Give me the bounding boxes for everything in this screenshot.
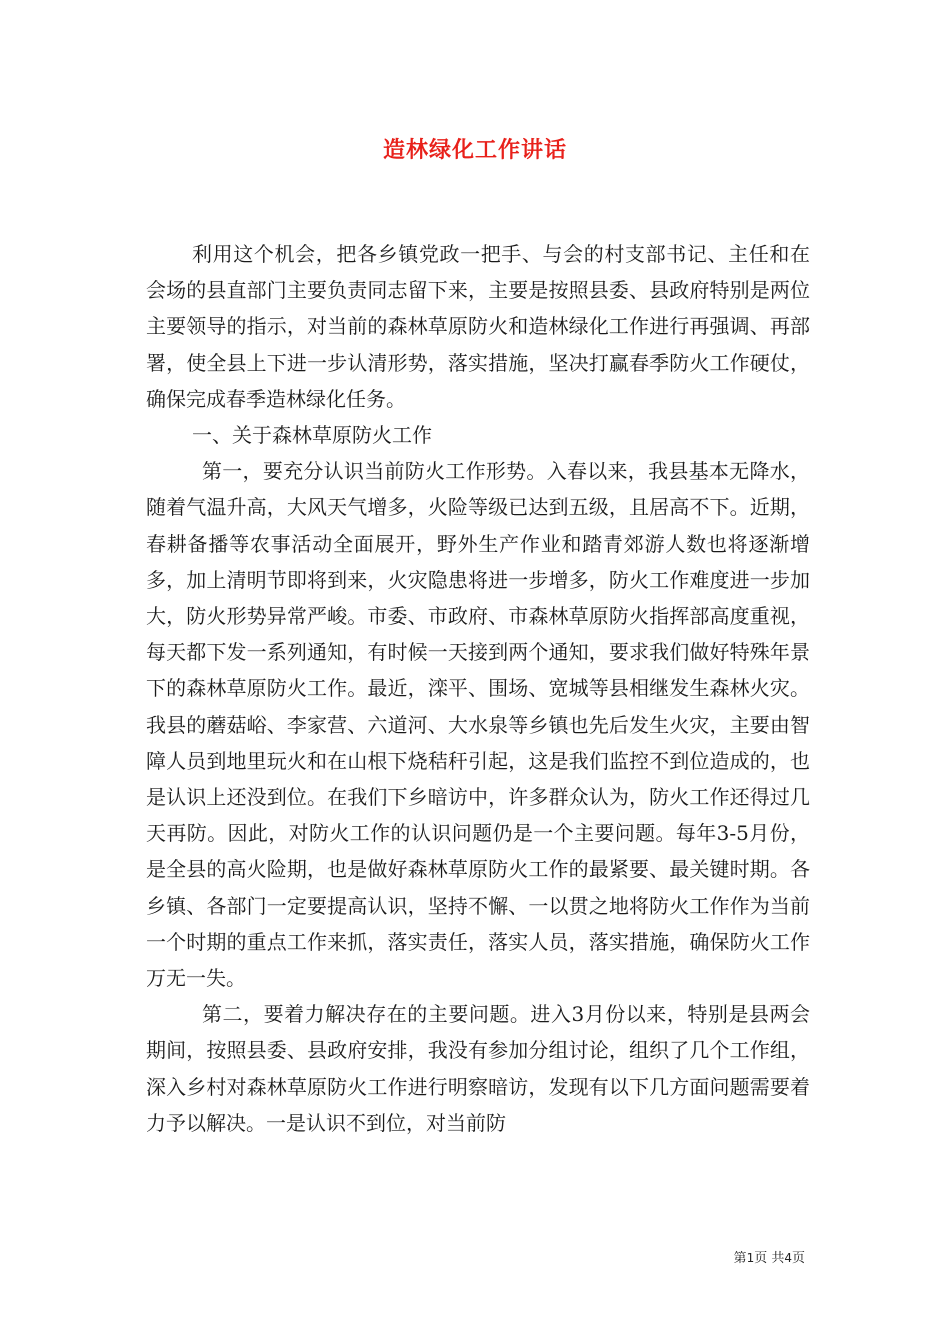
footer-suffix: 页 [791, 1251, 805, 1266]
document-title: 造林绿化工作讲话 [382, 137, 567, 163]
footer-total-pages: 4 [784, 1251, 792, 1265]
paragraph-intro: 利用这个机会，把各乡镇党政一把手、与会的村支部书记、主任和在会场的县直部门主要负责同志留下来，主要是按照县委、县政府特别是两位主要领导的指示，对当前的森林草原防火和造林绿化工作进行再强调、再部署，使全县上下进一步认清形势，落实措施，坚决打赢春季防火工作硬仗，确保完成春季造林绿化任务。 [146, 242, 810, 411]
paragraph-second-point: 第二，要着力解决存在的主要问题。进入3月份以来，特别是县两会期间，按照县委、县政府安排，我没有参加分组讨论，组织了几个工作组，深入乡村对森林草原防火工作进行明察暗访，发现有以下几方面问题需要着力予以解决。一是认识不到位，对当前防 [146, 1002, 810, 1135]
footer-middle: 页 共 [754, 1251, 785, 1266]
footer-prefix: 第 [733, 1251, 747, 1266]
page-footer [734, 1247, 805, 1266]
document-body [146, 236, 810, 1141]
footer-current-page: 1 [746, 1251, 755, 1265]
section-heading-fire-prevention: 一、关于森林草原防火工作 [192, 423, 432, 448]
paragraph-first-point: 第一，要充分认识当前防火工作形势。入春以来，我县基本无降水，随着气温升高，大风天气增多，火险等级已达到五级，且居高不下。近期，春耕备播等农事活动全面展开，野外生产作业和踏青郊游人数也将逐渐增多，加上清明节即将到来，火灾隐患将进一步增多，防火工作难度进一步加大，防火形势异常严峻。市委、市政府、市森林草原防火指挥部高度重视，每天都下发一系列通知，有时候一天接到两个通知，要求我们做好特殊年景下的森林草原防火工作。最近，滦平、围场、宽城等县相继发生森林火灾。我县的蘑菇峪、李家营、六道河、大水泉等乡镇也先后发生火灾，主要由智障人员到地里玩火和在山根下烧秸秆引起，这是我们监控不到位造成的，也是认识上还没到位。在我们下乡暗访中，许多群众认为，防火工作还得过几天再防。因此，对防火工作的认识问题仍是一个主要问题。每年3-5月份，是全县的高火险期，也是做好森林草原防火工作的最紧要、最关键时期。各乡镇、各部门一定要提高认识，坚持不懈、一以贯之地将防火工作作为当前一个时期的重点工作来抓，落实责任，落实人员，落实措施，确保防火工作万无一失。 [146, 459, 810, 991]
